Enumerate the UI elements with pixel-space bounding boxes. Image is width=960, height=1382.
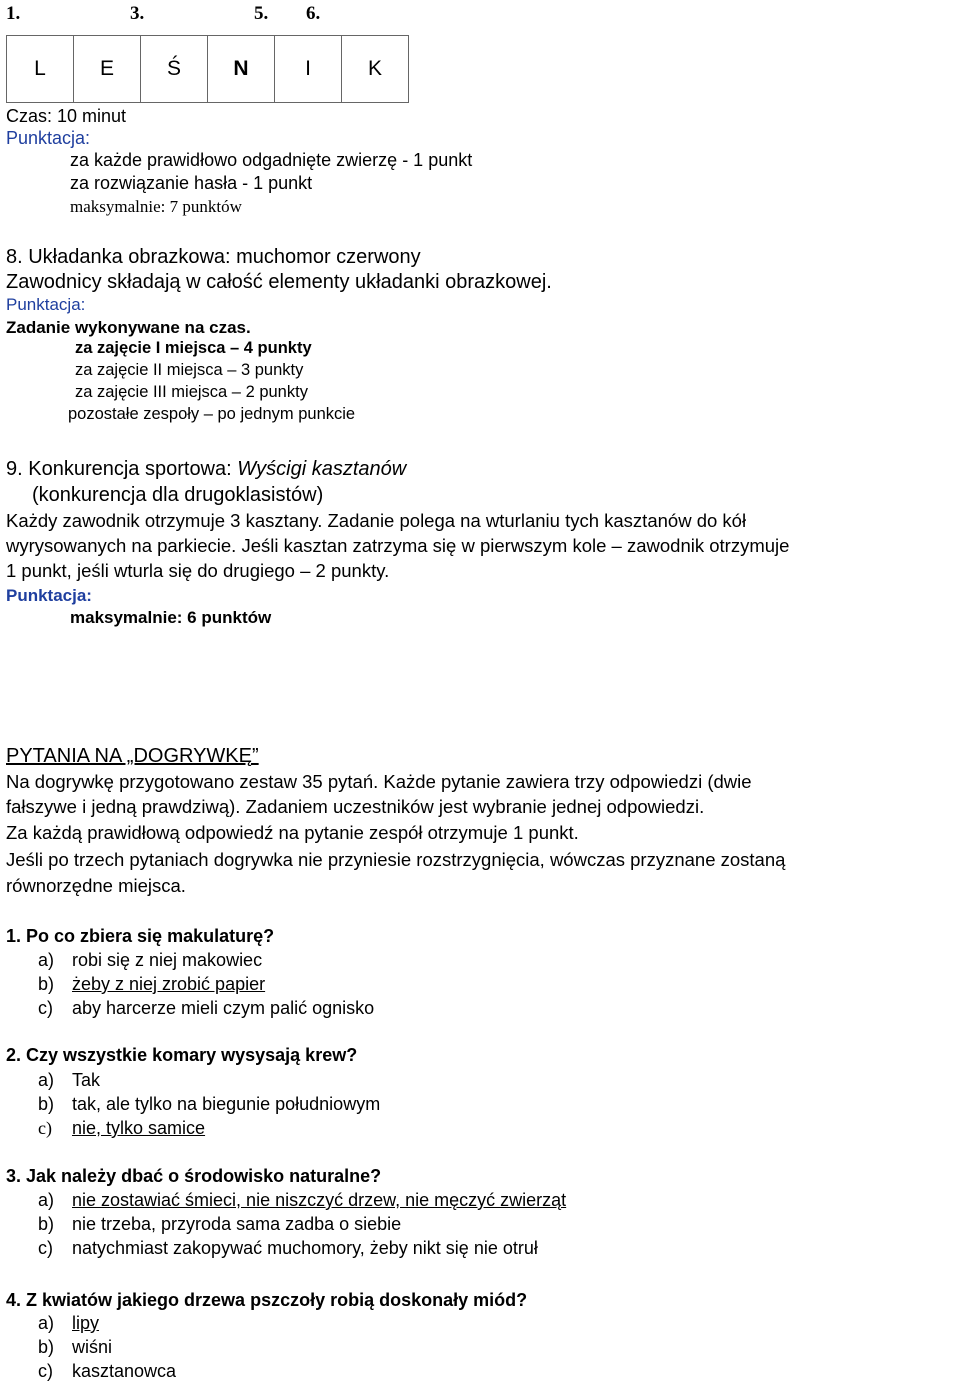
answer-letter: c) — [38, 1238, 53, 1258]
header-number: 1. — [6, 3, 21, 24]
answer-letter: b) — [38, 1214, 55, 1234]
section-desc: Zawodnicy składają w całość elementy układanki obrazkowej. — [6, 271, 552, 293]
scoring-line: pozostałe zespoły – po jednym punkcie — [68, 405, 356, 423]
header-number: 3. — [130, 3, 145, 24]
section-title — [6, 459, 406, 479]
answer-letter: c) — [38, 998, 53, 1018]
scoring-line: za zajęcie II miejsca – 3 punkty — [75, 361, 304, 379]
grid-cell: K — [342, 36, 409, 103]
scoring-label: Punktacja: — [6, 586, 92, 605]
section-title-text: 9. Konkurencja sportowa: — [6, 458, 238, 480]
answer-text: wiśni — [72, 1337, 113, 1357]
grid-cell: I — [275, 36, 342, 103]
paragraph-line: 1 punkt, jeśli wturla się do drugiego – 2 punkty. — [6, 560, 390, 581]
paragraph-line: Każdy zawodnik otrzymuje 3 kasztany. Zadanie polega na wturlaniu tych kasztanów do kół — [6, 510, 747, 531]
section-title-italic: Wyścigi kasztanów — [237, 458, 407, 480]
answer-text-correct: żeby z niej zrobić papier — [72, 974, 266, 994]
scoring-label: Punktacja: — [6, 295, 86, 314]
time-label: Czas: 10 minut — [6, 106, 127, 126]
answer-text: aby harcerze mieli czym palić ognisko — [72, 998, 375, 1018]
scoring-note: Zadanie wykonywane na czas. — [6, 318, 251, 337]
answer-letter: c) — [38, 1118, 52, 1138]
question-title: 4. Z kwiatów jakiego drzewa pszczoły robią doskonały miód? — [6, 1290, 528, 1310]
answer-letter: a) — [38, 950, 55, 970]
scoring-line: za każde prawidłowo odgadnięte zwierzę - 1 punkt — [70, 150, 473, 170]
header-numbers — [6, 4, 320, 23]
answer-text: robi się z niej makowiec — [72, 950, 263, 970]
answer-text: Tak — [72, 1070, 101, 1090]
answer-text-correct: nie zostawiać śmieci, nie niszczyć drzew, nie męczyć zwierząt — [72, 1190, 567, 1210]
question-title: 1. Po co zbiera się makulaturę? — [6, 926, 275, 946]
scoring-line: za zajęcie I miejsca – 4 punkty — [75, 339, 312, 357]
grid-cell: L — [7, 36, 74, 103]
section-subtitle: (konkurencja dla drugoklasistów) — [32, 484, 324, 506]
header-number: 6. — [306, 3, 321, 24]
paragraph-line: Jeśli po trzech pytaniach dogrywka nie przyniesie rozstrzygnięcia, wówczas przyznane zostaną — [6, 849, 786, 870]
header-number: 5. — [254, 3, 269, 24]
answer-letter: a) — [38, 1190, 55, 1210]
scoring-max: maksymalnie: 6 punktów — [70, 608, 272, 627]
answer-text-correct: nie, tylko samice — [72, 1118, 206, 1138]
paragraph-line: wyrysowanych na parkiecie. Jeśli kasztan zatrzyma się w pierwszym kole – zawodnik otrzymuje — [6, 535, 790, 556]
scoring-line: za zajęcie III miejsca – 2 punkty — [75, 383, 308, 401]
grid-cell: Ś — [141, 36, 208, 103]
paragraph-line: równorzędne miejsca. — [6, 875, 186, 896]
answer-text: nie trzeba, przyroda sama zadba o siebie — [72, 1214, 402, 1234]
answer-text: kasztanowca — [72, 1361, 177, 1381]
answer-letter: a) — [38, 1070, 55, 1090]
grid-cell: N — [208, 36, 275, 103]
answer-text: natychmiast zakopywać muchomory, żeby nikt się nie otruł — [72, 1238, 538, 1258]
scoring-max: maksymalnie: 7 punktów — [70, 197, 242, 216]
tiebreak-title: PYTANIA NA „DOGRYWKĘ” — [6, 745, 259, 767]
answer-letter: b) — [38, 1337, 55, 1357]
grid-cell: E — [74, 36, 141, 103]
scoring-label: Punktacja: — [6, 128, 91, 148]
answer-letter: a) — [38, 1313, 55, 1333]
answer-letter: c) — [38, 1361, 53, 1381]
crossword-grid — [6, 35, 409, 103]
section-title: 8. Układanka obrazkowa: muchomor czerwony — [6, 246, 421, 268]
paragraph-line: Na dogrywkę przygotowano zestaw 35 pytań. Każde pytanie zawiera trzy odpowiedzi (dwie — [6, 771, 752, 792]
question-title: 3. Jak należy dbać o środowisko naturalne? — [6, 1166, 382, 1186]
paragraph-line: fałszywe i jedną prawdziwą). Zadaniem uczestników jest wybranie jednej odpowiedzi. — [6, 796, 705, 817]
answer-text-correct: lipy — [72, 1313, 100, 1333]
paragraph-line: Za każdą prawidłową odpowiedź na pytanie zespół otrzymuje 1 punkt. — [6, 822, 579, 843]
answer-text: tak, ale tylko na biegunie południowym — [72, 1094, 381, 1114]
answer-letter: b) — [38, 1094, 55, 1114]
question-title: 2. Czy wszystkie komary wysysają krew? — [6, 1045, 358, 1065]
scoring-line: za rozwiązanie hasła - 1 punkt — [70, 173, 313, 193]
answer-letter: b) — [38, 974, 55, 994]
